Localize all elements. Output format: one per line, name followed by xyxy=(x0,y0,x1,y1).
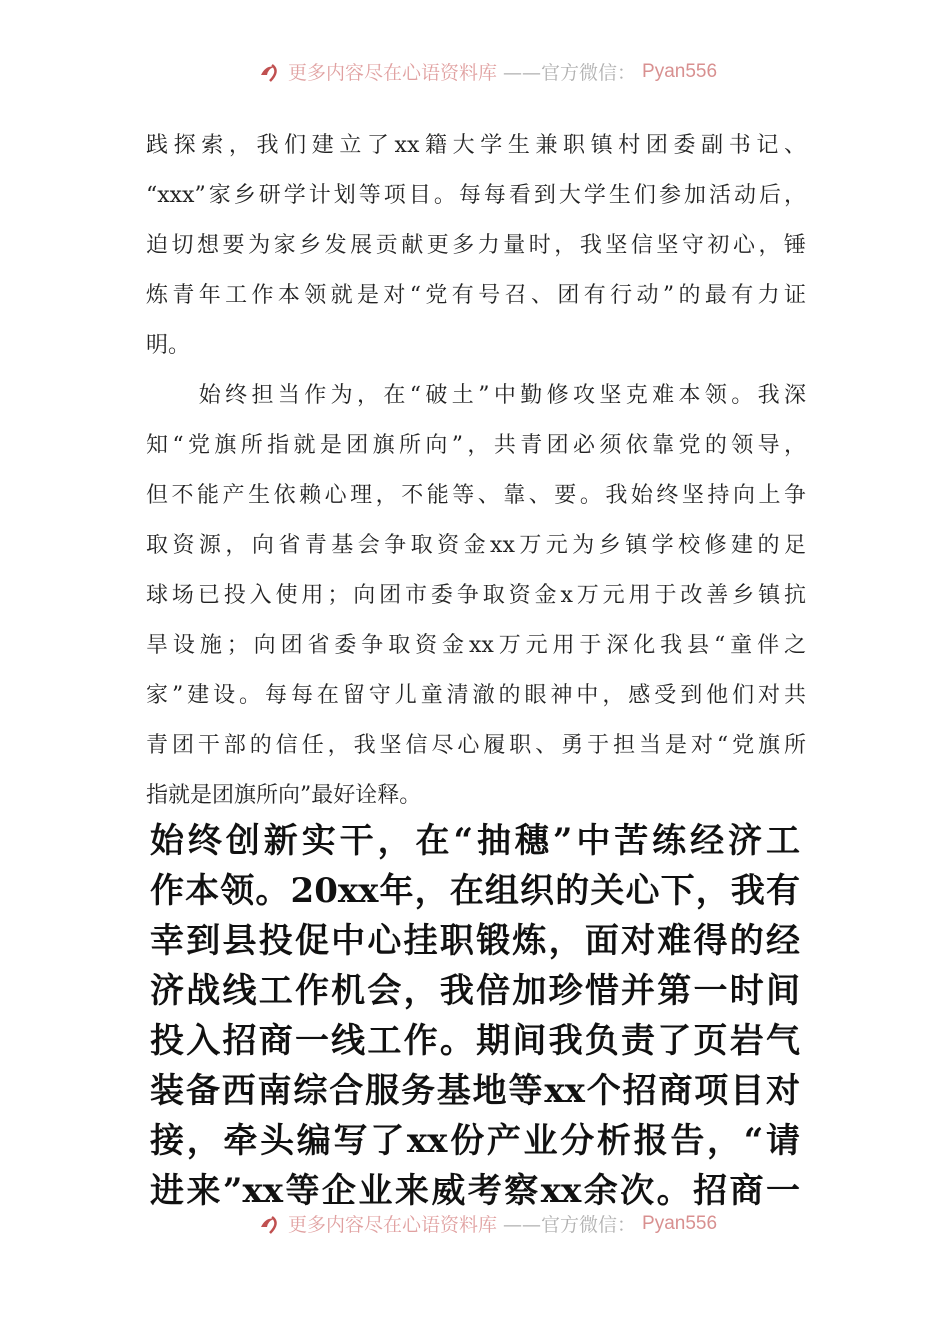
bold-text-line: 济战线工作机会，我倍加珍惜并第一时间 xyxy=(150,971,800,1011)
bold-text-line: 接，牵头编写了xx份产业分析报告，“请 xyxy=(150,1121,800,1161)
bold-text-line: 始终创新实干，在“抽穗”中苦练经济工 xyxy=(150,821,800,861)
bold-paragraph xyxy=(150,818,800,1218)
text-line: 炼青年工作本领就是对“党有号召、团有行动”的最有力证 xyxy=(146,283,806,308)
bold-text-line: 进来”xx等企业来威考察xx余次。招商一 xyxy=(150,1171,800,1211)
text-line: 知“党旗所指就是团旗所向”，共青团必须依靠党的领导， xyxy=(146,433,806,458)
watermark-separator: ——官方微信： xyxy=(503,62,637,84)
watermark-code: Pyan556 xyxy=(642,60,718,82)
document-body xyxy=(146,128,806,828)
text-line: 旱设施；向团省委争取资金xx万元用于深化我县“童伴之 xyxy=(146,633,806,658)
watermark-code: Pyan556 xyxy=(642,1212,718,1234)
footer-watermark xyxy=(258,1210,717,1237)
text-line: 迫切想要为家乡发展贡献更多力量时，我坚信坚守初心，锤 xyxy=(146,233,806,258)
watermark-text: 更多内容尽在心语资料库 xyxy=(288,1214,498,1236)
text-line: 取资源，向省青基会争取资金xx万元为乡镇学校修建的足 xyxy=(146,533,806,558)
text-line: “xxx”家乡研学计划等项目。每每看到大学生们参加活动后， xyxy=(146,183,806,208)
watermark-separator: ——官方微信： xyxy=(503,1214,637,1236)
logo-icon xyxy=(258,61,282,83)
watermark-text: 更多内容尽在心语资料库 xyxy=(288,62,498,84)
text-line: 践探索，我们建立了xx籍大学生兼职镇村团委副书记、 xyxy=(146,133,806,158)
logo-icon xyxy=(258,1213,282,1235)
text-line: 指就是团旗所向”最好诠释。 xyxy=(146,783,422,808)
text-line: 家”建设。每每在留守儿童清澈的眼神中，感受到他们对共 xyxy=(146,683,806,708)
bold-text-line: 幸到县投促中心挂职锻炼，面对难得的经 xyxy=(150,921,800,961)
header-watermark xyxy=(258,58,717,85)
text-line: 始终担当作为，在“破土”中勤修攻坚克难本领。我深 xyxy=(146,383,806,408)
bold-text-line: 装备西南综合服务基地等xx个招商项目对 xyxy=(150,1071,800,1111)
text-line: 但不能产生依赖心理，不能等、靠、要。我始终坚持向上争 xyxy=(146,483,806,508)
text-line: 球场已投入使用；向团市委争取资金x万元用于改善乡镇抗 xyxy=(146,583,806,608)
text-line: 青团干部的信任，我坚信尽心履职、勇于担当是对“党旗所 xyxy=(146,733,806,758)
bold-text-line: 作本领。20xx年，在组织的关心下，我有 xyxy=(150,871,800,911)
text-line: 明。 xyxy=(146,333,191,358)
bold-text-line: 投入招商一线工作。期间我负责了页岩气 xyxy=(150,1021,800,1061)
